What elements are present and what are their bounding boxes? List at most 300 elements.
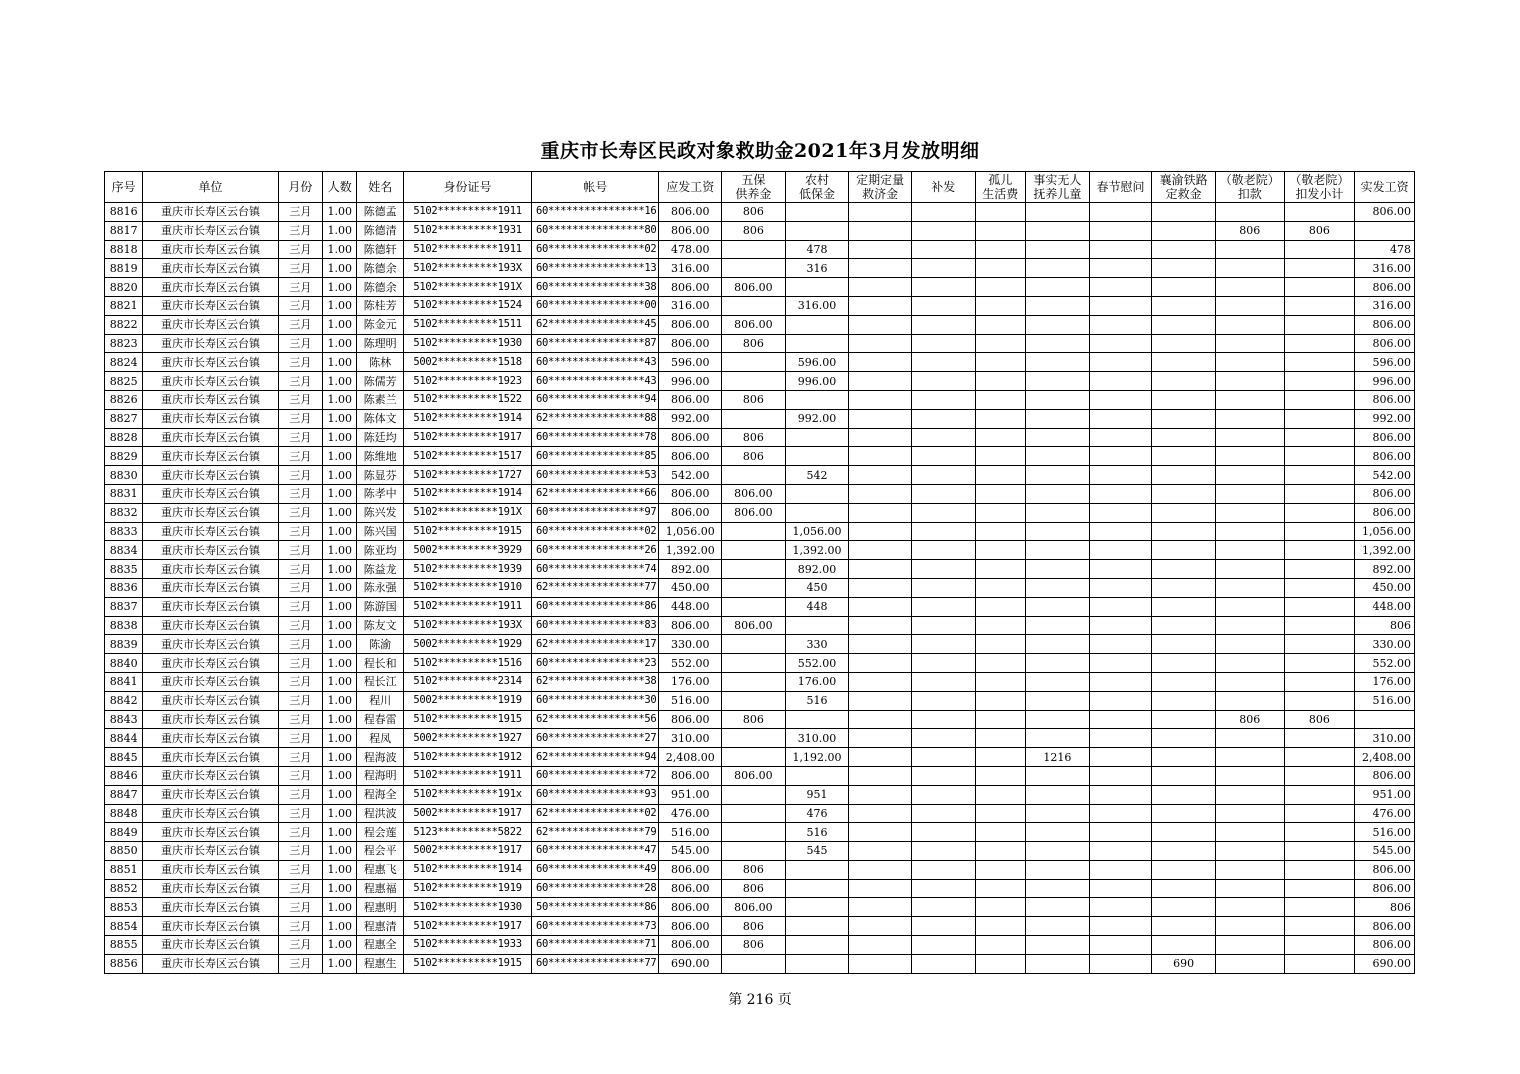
cell-regular-relief xyxy=(849,729,912,748)
cell-back-pay xyxy=(911,409,975,428)
cell-count: 1.00 xyxy=(323,729,357,748)
cell-unsupported-child xyxy=(1026,390,1090,409)
cell-dibao xyxy=(785,203,849,222)
cell-unsupported-child xyxy=(1026,616,1090,635)
cell-back-pay xyxy=(911,484,975,503)
cell-festival xyxy=(1089,259,1152,278)
cell-deduction xyxy=(1215,616,1284,635)
header-deduction: （敬老院） 扣款 xyxy=(1215,172,1284,203)
cell-seq: 8854 xyxy=(105,917,143,936)
cell-month: 三月 xyxy=(278,240,322,259)
cell-id-number: 5102**********1522 xyxy=(403,390,531,409)
cell-deduction xyxy=(1215,936,1284,955)
cell-railway xyxy=(1152,898,1216,917)
cell-orphan xyxy=(975,221,1026,240)
cell-unsupported-child xyxy=(1026,879,1090,898)
cell-wubao xyxy=(722,597,786,616)
cell-dibao: 892.00 xyxy=(785,560,849,579)
cell-railway xyxy=(1152,729,1216,748)
cell-orphan xyxy=(975,597,1026,616)
cell-orphan xyxy=(975,484,1026,503)
table-row xyxy=(105,917,1415,936)
cell-railway xyxy=(1152,447,1216,466)
cell-seq: 8833 xyxy=(105,522,143,541)
cell-wubao xyxy=(722,748,786,767)
cell-unit: 重庆市长寿区云台镇 xyxy=(143,917,278,936)
cell-wubao xyxy=(722,691,786,710)
cell-regular-relief xyxy=(849,691,912,710)
cell-deduction xyxy=(1215,484,1284,503)
cell-count: 1.00 xyxy=(323,766,357,785)
table-row xyxy=(105,766,1415,785)
cell-unit: 重庆市长寿区云台镇 xyxy=(143,541,278,560)
cell-wubao xyxy=(722,541,786,560)
cell-id-number: 5102**********1914 xyxy=(403,484,531,503)
table-row xyxy=(105,898,1415,917)
cell-railway xyxy=(1152,635,1216,654)
cell-deduction xyxy=(1215,729,1284,748)
cell-account: 60****************71 xyxy=(532,936,659,955)
cell-festival xyxy=(1089,372,1152,391)
header-wubao: 五保 供养金 xyxy=(722,172,786,203)
cell-id-number: 5102**********1931 xyxy=(403,221,531,240)
cell-unsupported-child xyxy=(1026,503,1090,522)
table-row xyxy=(105,503,1415,522)
cell-count: 1.00 xyxy=(323,240,357,259)
cell-net-pay: 176.00 xyxy=(1355,672,1415,691)
header-back-pay: 补发 xyxy=(911,172,975,203)
cell-wubao xyxy=(722,409,786,428)
cell-deduction xyxy=(1215,578,1284,597)
disbursement-table xyxy=(104,171,1415,974)
cell-unit: 重庆市长寿区云台镇 xyxy=(143,710,278,729)
table-row xyxy=(105,635,1415,654)
cell-net-pay: 806.00 xyxy=(1355,334,1415,353)
cell-deduction xyxy=(1215,766,1284,785)
cell-id-number: 5102**********1910 xyxy=(403,578,531,597)
cell-unsupported-child xyxy=(1026,804,1090,823)
cell-regular-relief xyxy=(849,823,912,842)
cell-id-number: 5123**********5822 xyxy=(403,823,531,842)
cell-unsupported-child xyxy=(1026,691,1090,710)
cell-festival xyxy=(1089,390,1152,409)
cell-unit: 重庆市长寿区云台镇 xyxy=(143,804,278,823)
cell-seq: 8819 xyxy=(105,259,143,278)
cell-seq: 8852 xyxy=(105,879,143,898)
cell-orphan xyxy=(975,804,1026,823)
table-row xyxy=(105,428,1415,447)
cell-back-pay xyxy=(911,616,975,635)
cell-name: 陈友文 xyxy=(357,616,403,635)
cell-account: 60****************85 xyxy=(532,447,659,466)
cell-seq: 8820 xyxy=(105,278,143,297)
cell-wubao: 806 xyxy=(722,879,786,898)
cell-back-pay xyxy=(911,466,975,485)
cell-deduction xyxy=(1215,278,1284,297)
cell-dibao: 951 xyxy=(785,785,849,804)
cell-wubao xyxy=(722,522,786,541)
cell-orphan xyxy=(975,447,1026,466)
cell-account: 60****************16 xyxy=(532,203,659,222)
cell-payable: 806.00 xyxy=(659,710,722,729)
cell-name: 程惠生 xyxy=(357,954,403,973)
cell-festival xyxy=(1089,710,1152,729)
cell-deduction-subtotal xyxy=(1284,353,1355,372)
cell-count: 1.00 xyxy=(323,447,357,466)
cell-dibao: 996.00 xyxy=(785,372,849,391)
cell-payable: 806.00 xyxy=(659,766,722,785)
table-row xyxy=(105,259,1415,278)
cell-festival xyxy=(1089,466,1152,485)
cell-unit: 重庆市长寿区云台镇 xyxy=(143,860,278,879)
cell-orphan xyxy=(975,203,1026,222)
cell-unit: 重庆市长寿区云台镇 xyxy=(143,578,278,597)
cell-orphan xyxy=(975,654,1026,673)
cell-id-number: 5102**********2314 xyxy=(403,672,531,691)
cell-net-pay: 516.00 xyxy=(1355,823,1415,842)
cell-unsupported-child xyxy=(1026,240,1090,259)
cell-unsupported-child xyxy=(1026,917,1090,936)
cell-regular-relief xyxy=(849,597,912,616)
table-row xyxy=(105,315,1415,334)
table-row xyxy=(105,748,1415,767)
cell-deduction-subtotal xyxy=(1284,766,1355,785)
cell-name: 程凤 xyxy=(357,729,403,748)
cell-account: 60****************27 xyxy=(532,729,659,748)
cell-festival xyxy=(1089,541,1152,560)
cell-account: 62****************79 xyxy=(532,823,659,842)
cell-back-pay xyxy=(911,785,975,804)
cell-back-pay xyxy=(911,597,975,616)
cell-month: 三月 xyxy=(278,372,322,391)
cell-id-number: 5102**********1923 xyxy=(403,372,531,391)
cell-wubao xyxy=(722,729,786,748)
cell-net-pay: 806 xyxy=(1355,898,1415,917)
cell-seq: 8840 xyxy=(105,654,143,673)
cell-wubao xyxy=(722,842,786,861)
cell-account: 62****************02 xyxy=(532,804,659,823)
header-dibao: 农村 低保金 xyxy=(785,172,849,203)
cell-count: 1.00 xyxy=(323,541,357,560)
cell-name: 陈德孟 xyxy=(357,203,403,222)
cell-account: 60****************38 xyxy=(532,278,659,297)
cell-name: 程会平 xyxy=(357,842,403,861)
cell-festival xyxy=(1089,409,1152,428)
cell-month: 三月 xyxy=(278,334,322,353)
cell-account: 62****************88 xyxy=(532,409,659,428)
table-row xyxy=(105,466,1415,485)
cell-back-pay xyxy=(911,296,975,315)
cell-deduction-subtotal xyxy=(1284,334,1355,353)
cell-unsupported-child xyxy=(1026,221,1090,240)
cell-deduction xyxy=(1215,898,1284,917)
cell-regular-relief xyxy=(849,240,912,259)
cell-deduction xyxy=(1215,597,1284,616)
cell-count: 1.00 xyxy=(323,522,357,541)
cell-count: 1.00 xyxy=(323,672,357,691)
cell-festival xyxy=(1089,954,1152,973)
cell-id-number: 5102**********1516 xyxy=(403,654,531,673)
cell-railway xyxy=(1152,654,1216,673)
cell-deduction xyxy=(1215,334,1284,353)
cell-deduction-subtotal xyxy=(1284,860,1355,879)
cell-name: 程惠清 xyxy=(357,917,403,936)
cell-unit: 重庆市长寿区云台镇 xyxy=(143,842,278,861)
cell-count: 1.00 xyxy=(323,691,357,710)
cell-seq: 8817 xyxy=(105,221,143,240)
cell-payable: 316.00 xyxy=(659,296,722,315)
cell-festival xyxy=(1089,729,1152,748)
cell-name: 程惠飞 xyxy=(357,860,403,879)
cell-railway xyxy=(1152,278,1216,297)
cell-wubao xyxy=(722,954,786,973)
cell-payable: 310.00 xyxy=(659,729,722,748)
cell-back-pay xyxy=(911,842,975,861)
cell-wubao xyxy=(722,654,786,673)
cell-orphan xyxy=(975,466,1026,485)
cell-unsupported-child xyxy=(1026,203,1090,222)
cell-dibao xyxy=(785,917,849,936)
table-row xyxy=(105,729,1415,748)
table-row xyxy=(105,860,1415,879)
cell-unit: 重庆市长寿区云台镇 xyxy=(143,334,278,353)
cell-payable: 516.00 xyxy=(659,823,722,842)
cell-seq: 8839 xyxy=(105,635,143,654)
cell-account: 60****************23 xyxy=(532,654,659,673)
cell-seq: 8826 xyxy=(105,390,143,409)
cell-deduction-subtotal xyxy=(1284,954,1355,973)
cell-orphan xyxy=(975,823,1026,842)
cell-name: 陈理明 xyxy=(357,334,403,353)
cell-net-pay: 892.00 xyxy=(1355,560,1415,579)
table-row xyxy=(105,954,1415,973)
cell-payable: 806.00 xyxy=(659,898,722,917)
cell-wubao: 806.00 xyxy=(722,315,786,334)
page-title: 重庆市长寿区民政对象救助金2021年3月发放明细 xyxy=(540,140,980,162)
cell-deduction-subtotal xyxy=(1284,409,1355,428)
cell-railway xyxy=(1152,390,1216,409)
cell-regular-relief xyxy=(849,278,912,297)
cell-payable: 176.00 xyxy=(659,672,722,691)
cell-dibao xyxy=(785,334,849,353)
cell-payable: 806.00 xyxy=(659,879,722,898)
cell-unsupported-child xyxy=(1026,560,1090,579)
cell-account: 60****************47 xyxy=(532,842,659,861)
cell-account: 62****************17 xyxy=(532,635,659,654)
cell-net-pay: 806.00 xyxy=(1355,278,1415,297)
cell-name: 程惠福 xyxy=(357,879,403,898)
cell-month: 三月 xyxy=(278,428,322,447)
cell-deduction-subtotal xyxy=(1284,522,1355,541)
cell-railway xyxy=(1152,785,1216,804)
cell-count: 1.00 xyxy=(323,296,357,315)
cell-month: 三月 xyxy=(278,635,322,654)
cell-deduction xyxy=(1215,917,1284,936)
cell-unit: 重庆市长寿区云台镇 xyxy=(143,409,278,428)
cell-back-pay xyxy=(911,560,975,579)
cell-unit: 重庆市长寿区云台镇 xyxy=(143,729,278,748)
cell-net-pay: 542.00 xyxy=(1355,466,1415,485)
cell-orphan xyxy=(975,898,1026,917)
cell-festival xyxy=(1089,578,1152,597)
cell-id-number: 5002**********1927 xyxy=(403,729,531,748)
cell-deduction-subtotal xyxy=(1284,616,1355,635)
cell-orphan xyxy=(975,691,1026,710)
cell-name: 程长江 xyxy=(357,672,403,691)
cell-account: 60****************78 xyxy=(532,428,659,447)
table-row xyxy=(105,691,1415,710)
cell-orphan xyxy=(975,428,1026,447)
cell-id-number: 5102**********1914 xyxy=(403,409,531,428)
cell-unsupported-child xyxy=(1026,522,1090,541)
header-count: 人数 xyxy=(323,172,357,203)
cell-seq: 8846 xyxy=(105,766,143,785)
cell-name: 陈渝 xyxy=(357,635,403,654)
cell-deduction-subtotal xyxy=(1284,278,1355,297)
cell-wubao xyxy=(722,578,786,597)
cell-back-pay xyxy=(911,522,975,541)
cell-net-pay: 478 xyxy=(1355,240,1415,259)
cell-festival xyxy=(1089,522,1152,541)
cell-back-pay xyxy=(911,334,975,353)
cell-railway xyxy=(1152,879,1216,898)
cell-deduction-subtotal xyxy=(1284,823,1355,842)
cell-month: 三月 xyxy=(278,729,322,748)
cell-payable: 806.00 xyxy=(659,447,722,466)
cell-dibao xyxy=(785,710,849,729)
cell-regular-relief xyxy=(849,954,912,973)
cell-deduction-subtotal xyxy=(1284,654,1355,673)
cell-dibao xyxy=(785,484,849,503)
table-row xyxy=(105,823,1415,842)
cell-count: 1.00 xyxy=(323,616,357,635)
cell-wubao xyxy=(722,296,786,315)
cell-payable: 2,408.00 xyxy=(659,748,722,767)
cell-name: 陈体文 xyxy=(357,409,403,428)
cell-wubao: 806 xyxy=(722,221,786,240)
cell-account: 60****************30 xyxy=(532,691,659,710)
cell-festival xyxy=(1089,898,1152,917)
cell-seq: 8855 xyxy=(105,936,143,955)
cell-net-pay: 806.00 xyxy=(1355,917,1415,936)
cell-payable: 806.00 xyxy=(659,221,722,240)
cell-count: 1.00 xyxy=(323,654,357,673)
cell-back-pay xyxy=(911,936,975,955)
table-row xyxy=(105,334,1415,353)
cell-unit: 重庆市长寿区云台镇 xyxy=(143,203,278,222)
cell-orphan xyxy=(975,748,1026,767)
cell-payable: 690.00 xyxy=(659,954,722,973)
cell-count: 1.00 xyxy=(323,409,357,428)
cell-net-pay: 806 xyxy=(1355,616,1415,635)
cell-railway xyxy=(1152,353,1216,372)
cell-unit: 重庆市长寿区云台镇 xyxy=(143,447,278,466)
cell-id-number: 5102**********1939 xyxy=(403,560,531,579)
cell-wubao: 806.00 xyxy=(722,278,786,297)
cell-net-pay: 596.00 xyxy=(1355,353,1415,372)
cell-net-pay: 690.00 xyxy=(1355,954,1415,973)
cell-deduction xyxy=(1215,372,1284,391)
cell-payable: 806.00 xyxy=(659,203,722,222)
cell-net-pay: 316.00 xyxy=(1355,296,1415,315)
cell-name: 陈廷均 xyxy=(357,428,403,447)
cell-festival xyxy=(1089,804,1152,823)
cell-railway xyxy=(1152,691,1216,710)
cell-unit: 重庆市长寿区云台镇 xyxy=(143,654,278,673)
cell-festival xyxy=(1089,766,1152,785)
cell-unit: 重庆市长寿区云台镇 xyxy=(143,785,278,804)
cell-net-pay: 330.00 xyxy=(1355,635,1415,654)
cell-festival xyxy=(1089,616,1152,635)
cell-payable: 1,056.00 xyxy=(659,522,722,541)
cell-seq: 8830 xyxy=(105,466,143,485)
cell-railway xyxy=(1152,503,1216,522)
cell-id-number: 5102**********193X xyxy=(403,259,531,278)
cell-deduction-subtotal xyxy=(1284,672,1355,691)
cell-unit: 重庆市长寿区云台镇 xyxy=(143,898,278,917)
header-deduction-subtotal: （敬老院） 扣发小计 xyxy=(1284,172,1355,203)
cell-seq: 8853 xyxy=(105,898,143,917)
cell-orphan xyxy=(975,860,1026,879)
cell-net-pay: 545.00 xyxy=(1355,842,1415,861)
cell-count: 1.00 xyxy=(323,879,357,898)
cell-wubao: 806 xyxy=(722,936,786,955)
cell-month: 三月 xyxy=(278,353,322,372)
cell-railway xyxy=(1152,710,1216,729)
cell-deduction: 806 xyxy=(1215,221,1284,240)
cell-wubao xyxy=(722,823,786,842)
cell-net-pay: 806.00 xyxy=(1355,936,1415,955)
table-row xyxy=(105,578,1415,597)
cell-railway xyxy=(1152,315,1216,334)
cell-unsupported-child: 1216 xyxy=(1026,748,1090,767)
cell-back-pay xyxy=(911,729,975,748)
cell-month: 三月 xyxy=(278,823,322,842)
cell-seq: 8841 xyxy=(105,672,143,691)
cell-back-pay xyxy=(911,203,975,222)
cell-railway xyxy=(1152,842,1216,861)
cell-payable: 478.00 xyxy=(659,240,722,259)
cell-orphan xyxy=(975,259,1026,278)
cell-dibao: 450 xyxy=(785,578,849,597)
cell-id-number: 5102**********1917 xyxy=(403,917,531,936)
cell-wubao xyxy=(722,785,786,804)
cell-account: 60****************73 xyxy=(532,917,659,936)
cell-net-pay: 806.00 xyxy=(1355,766,1415,785)
cell-deduction-subtotal xyxy=(1284,372,1355,391)
cell-festival xyxy=(1089,484,1152,503)
cell-dibao xyxy=(785,503,849,522)
cell-count: 1.00 xyxy=(323,221,357,240)
cell-unit: 重庆市长寿区云台镇 xyxy=(143,372,278,391)
cell-railway xyxy=(1152,597,1216,616)
cell-name: 陈亚均 xyxy=(357,541,403,560)
cell-id-number: 5102**********1727 xyxy=(403,466,531,485)
cell-month: 三月 xyxy=(278,447,322,466)
cell-count: 1.00 xyxy=(323,503,357,522)
cell-month: 三月 xyxy=(278,315,322,334)
cell-month: 三月 xyxy=(278,541,322,560)
cell-deduction xyxy=(1215,390,1284,409)
cell-name: 陈德轩 xyxy=(357,240,403,259)
cell-name: 陈孝中 xyxy=(357,484,403,503)
cell-net-pay: 450.00 xyxy=(1355,578,1415,597)
cell-regular-relief xyxy=(849,541,912,560)
cell-railway xyxy=(1152,917,1216,936)
cell-count: 1.00 xyxy=(323,748,357,767)
cell-unit: 重庆市长寿区云台镇 xyxy=(143,240,278,259)
cell-unsupported-child xyxy=(1026,315,1090,334)
